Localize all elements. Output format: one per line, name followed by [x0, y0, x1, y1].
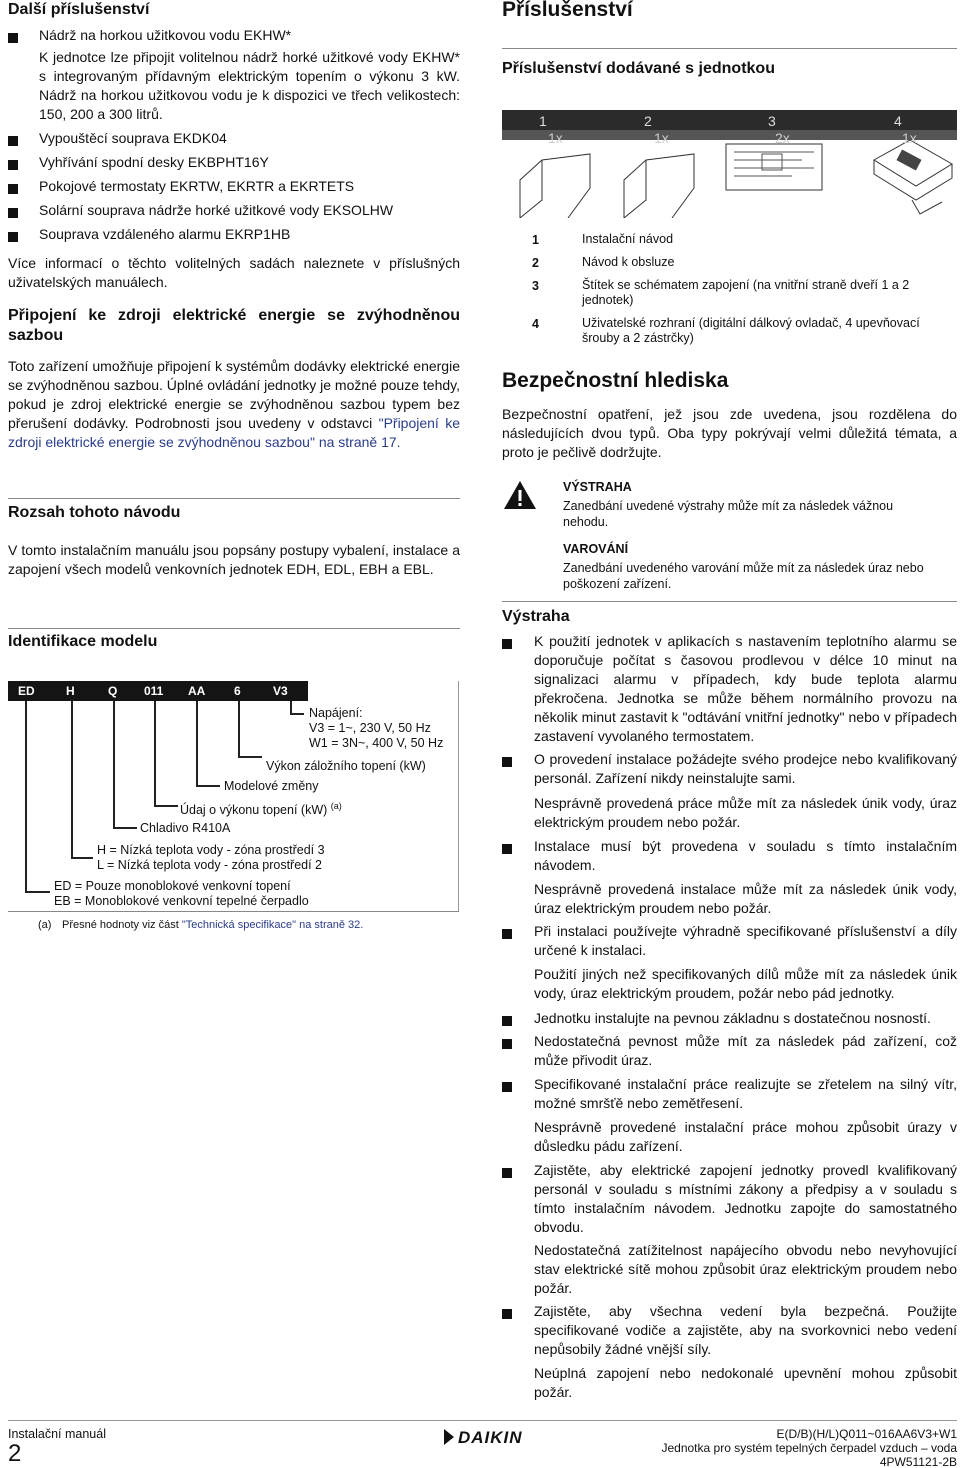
warning-bullet: K použití jednotek v aplikacích s nastavením teplotního alarmu se doporučuje počítat s časovou prodlevou v délce 10 minut na signalizaci alarmu v případech, kdy bude teplota alarmu překročena. Jednotka se může během normálního provozu na několik minut zastavit k "odtávání vnitřní jednotky" nebo v případech zastavení vyvolaného termostatem.	[534, 633, 957, 744]
warning-subnote: Nesprávně provedené instalační práce mohou způsobit úrazy v důsledku pádu zařízení.	[534, 1119, 957, 1154]
more-info-text: Více informací o těchto volitelných sadách naleznete v příslušných uživatelských manuálech.	[8, 255, 460, 290]
bullet-icon	[8, 184, 18, 194]
code-segment: 011	[144, 684, 164, 698]
accessory-quantity: 2x	[775, 130, 790, 146]
bullet-icon	[502, 639, 512, 649]
varovani-text: Zanedbání uvedeného varování může mít za následek úraz nebo poškození zařízení.	[563, 561, 924, 591]
accessory-number: 2	[644, 113, 652, 129]
model-changes-label: Modelové změny	[224, 779, 319, 793]
connector-line	[196, 785, 220, 787]
bullet-icon	[8, 208, 18, 218]
connector-line	[113, 701, 115, 829]
accessory-quantity: 1x	[654, 130, 669, 146]
type-ed-label: ED = Pouze monoblokové venkovní topení	[54, 879, 291, 893]
image-header-band	[502, 130, 957, 140]
warning-bullet: Zajistěte, aby všechna vedení byla bezpečná. Použijte specifikované vodiče a zajistěte, aby na svorkovnici nebo vedení nepůsobily žádné vnější síly.	[534, 1303, 957, 1357]
warning-subnote: Nesprávně provedená práce může mít za následek únik vody, úraz elektrickým proudem nebo požár.	[534, 795, 957, 830]
bullet-icon	[502, 1039, 512, 1049]
accessory-list-text: Štítek se schématem zapojení (na vnitřní straně dveří 1 a 2 jednotek)	[582, 278, 910, 307]
connector-line	[196, 701, 198, 787]
connector-line	[71, 701, 73, 859]
section-title-accessories: Příslušenství	[502, 0, 633, 21]
bullet-icon	[502, 929, 512, 939]
capacity-label: Údaj o výkonu topení (kW) $^{(a)}$	[180, 801, 342, 818]
connector-line	[71, 857, 93, 859]
vystraha-text: Zanedbání uvedené výstrahy může mít za následek vážnou nehodu.	[563, 499, 894, 529]
divider	[8, 498, 460, 499]
varovani-label: VAROVÁNÍ	[563, 542, 629, 556]
accessory-list-number: 3	[532, 279, 539, 293]
list-item: Vyhřívání spodní desky EKBPHT16Y	[39, 154, 269, 170]
bullet-icon	[502, 757, 512, 767]
diagram-border	[458, 681, 459, 911]
warning-bullet: Při instalaci používejte výhradně specifikované příslušenství a díly určené k instalaci.	[534, 923, 957, 958]
safety-text: Bezpečnostní opatření, jež jsou zde uvedena, jsou rozdělena do následujících dvou typů. Oba typy pokrývají velmi důležitá témata, a proto je pečlivě dodržujte.	[502, 406, 957, 460]
footer-divider	[8, 1420, 957, 1421]
section-title-additional-accessories: Další příslušenství	[8, 1, 150, 18]
connector-line	[154, 701, 156, 807]
accessory-quantity: 1x	[902, 130, 917, 146]
connector-line	[25, 891, 50, 893]
divider	[8, 911, 459, 912]
preferential-tariff-text: Toto zařízení umožňuje připojení k systémům dodávky elektrické energie se zvýhodněnou sazbou. Úplné ovládání jednotky je možné pouze tehdy, pokud je zdroj elektrické energie se zvýhodněnou sazbou typem bez přerušení dodávky. Podrobnosti jsou uvedeny v odstavci "Připojení ke zdroji elektrické energie se zvýhodněnou sazbou" na straně 17.	[8, 358, 460, 450]
footnote-text: Přesné hodnoty viz část "Technická specifikace" na straně 32.	[62, 919, 364, 931]
footer-code: 4PW51121-2B	[879, 1455, 957, 1468]
warning-subnote: Nesprávně provedená instalace může mít za následek únik vody, úraz elektrickým proudem nebo požár.	[534, 881, 957, 916]
accessory-list-text: Instalační návod	[582, 232, 674, 246]
bullet-icon	[502, 844, 512, 854]
warning-subnote: Nedostatečná zatížitelnost napájecího obvodu nebo nevyhovující stav elektrické sítě mohou způsobit úraz elektrickým proudem nebo požár.	[534, 1242, 957, 1296]
divider	[502, 601, 957, 602]
accessory-list-number: 1	[532, 233, 539, 247]
code-segment: AA	[188, 684, 206, 698]
accessory-number: 4	[894, 113, 902, 129]
image-header-band	[502, 110, 957, 130]
zone-h-label: H = Nízká teplota vody - zóna prostředí 3	[97, 843, 325, 857]
accessory-list-number: 4	[532, 317, 539, 331]
backup-heater-label: Výkon záložního topení (kW)	[266, 759, 426, 773]
bullet-icon	[8, 232, 18, 242]
connector-line	[113, 827, 137, 829]
bullet-icon	[8, 136, 18, 146]
divider	[502, 48, 957, 49]
code-segment: H	[66, 684, 75, 698]
page-number: 2	[8, 1440, 22, 1467]
bullet-icon	[502, 1082, 512, 1092]
connector-line	[154, 805, 178, 807]
daikin-logo: DAIKIN	[444, 1428, 523, 1448]
connector-line	[290, 713, 304, 715]
zone-l-label: L = Nízká teplota vody - zóna prostředí 2	[97, 858, 323, 872]
code-segment: Q	[108, 684, 118, 698]
accessory-number: 1	[539, 113, 547, 129]
accessory-quantity: 1x	[548, 130, 563, 146]
accessory-number: 3	[768, 113, 776, 129]
warning-bullet: Specifikované instalační práce realizujte se zřetelem na silný vítr, možné smršťě nebo zemětřesení.	[534, 1076, 957, 1111]
accessory-list-number: 2	[532, 256, 539, 270]
power-title: Napájení:	[309, 706, 363, 720]
model-code-bar	[8, 681, 308, 701]
warning-triangle-icon	[503, 480, 537, 510]
safety-title: Bezpečnostní hlediska	[502, 369, 729, 392]
list-item: Vypouštěcí souprava EKDK04	[39, 130, 227, 146]
footnote-mark: (a)	[38, 919, 52, 931]
connector-line	[238, 756, 262, 758]
list-item: Solární souprava nádrže horké užitkové vody EKSOLHW	[39, 202, 394, 218]
scope-text: V tomto instalačním manuálu jsou popsány postupy vybalení, instalace a zapojení všech modelů venkovních jednotek EDH, EDL, EBH a EBL.	[8, 542, 460, 577]
accessory-list-text: Návod k obsluze	[582, 255, 675, 269]
refrigerant-label: Chladivo R410A	[140, 821, 231, 835]
code-segment: ED	[18, 684, 35, 698]
daikin-logo-icon	[444, 1429, 454, 1445]
footer-models: E(D/B)(H/L)Q011~016AA6V3+W1	[776, 1427, 957, 1441]
connector-line	[25, 701, 27, 893]
power-v3: V3 = 1~, 230 V, 50 Hz	[309, 721, 431, 735]
footer-manual-label: Instalační manuál	[8, 1427, 106, 1441]
preferential-tariff-title: Připojení ke zdroji elektrické energie se zvýhodněnou sazbou	[8, 307, 460, 344]
footer-description: Jednotka pro systém tepelných čerpadel vzduch – voda	[661, 1441, 957, 1455]
bullet-icon	[502, 1168, 512, 1178]
vystraha-label: VÝSTRAHA	[563, 480, 632, 494]
scope-title: Rozsah tohoto návodu	[8, 504, 181, 521]
list-item: Pokojové termostaty EKRTW, EKRTR a EKRTETS	[39, 178, 355, 194]
preferential-tariff-link[interactable]: "Připojení ke zdroji elektrické energie se zvýhodněnou sazbou" na straně 17.	[8, 415, 460, 450]
bullet-icon	[502, 1016, 512, 1026]
warning-bullet: Jednotku instalujte na pevnou základnu s dostatečnou nosností.	[534, 1010, 931, 1026]
accessories-illustration	[502, 140, 957, 218]
bullet-icon	[8, 33, 18, 43]
model-identification-title: Identifikace modelu	[8, 633, 158, 650]
warning-subnote: Neúplná zapojení nebo nedokonalé upevnění mohou způsobit požár.	[534, 1365, 957, 1400]
warning-bullet: O provedení instalace požádejte svého prodejce nebo kvalifikovaný personál. Zařízení nikdy neinstalujte sami.	[534, 751, 957, 786]
warning-section-title: Výstraha	[502, 608, 570, 625]
type-eb-label: EB = Monoblokové venkovní tepelné čerpadlo	[54, 894, 309, 908]
ekhw-description: K jednotce lze připojit volitelnou nádrž horké užitkové vody EKHW* s integrovaným přídavným elektrickým topením o výkonu 3 kW. Nádrž na horkou užitkovou vodu je k dispozici ve třech velikostech: 150, 200 a 300 litrů.	[39, 49, 460, 122]
supplied-accessories-title: Příslušenství dodávané s jednotkou	[502, 60, 775, 77]
divider	[8, 628, 460, 629]
code-segment: 6	[234, 684, 241, 698]
list-item: Nádrž na horkou užitkovou vodu EKHW*	[39, 27, 292, 43]
power-w1: W1 = 3N~, 400 V, 50 Hz	[309, 736, 444, 750]
warning-bullet: Nedostatečná pevnost může mít za následek pád zařízení, což může přivodit úraz.	[534, 1033, 957, 1068]
bullet-icon	[502, 1309, 512, 1319]
warning-bullet: Zajistěte, aby elektrické zapojení jednotky provedl kvalifikovaný personál v souladu s místními zákony a předpisy a v souladu s tímto instalačním návodem. Jednotku zapojte do samostatného obvodu.	[534, 1162, 957, 1235]
warning-subnote: Použití jiných než specifikovaných dílů může mít za následek únik vody, úraz elektrickým proudem, požár nebo pád jednotky.	[534, 966, 957, 1001]
footnote-link[interactable]: "Technická specifikace" na straně 32.	[181, 919, 364, 931]
bullet-icon	[8, 160, 18, 170]
accessory-list-text: Uživatelské rozhraní (digitální dálkový ovladač, 4 upevňovací šrouby a 2 zástrčky)	[582, 316, 920, 345]
list-item: Souprava vzdáleného alarmu EKRP1HB	[39, 226, 291, 242]
accessories-image	[502, 110, 957, 218]
warning-bullet: Instalace musí být provedena v souladu s tímto instalačním návodem.	[534, 838, 957, 873]
code-segment: V3	[273, 684, 288, 698]
connector-line	[238, 701, 240, 758]
